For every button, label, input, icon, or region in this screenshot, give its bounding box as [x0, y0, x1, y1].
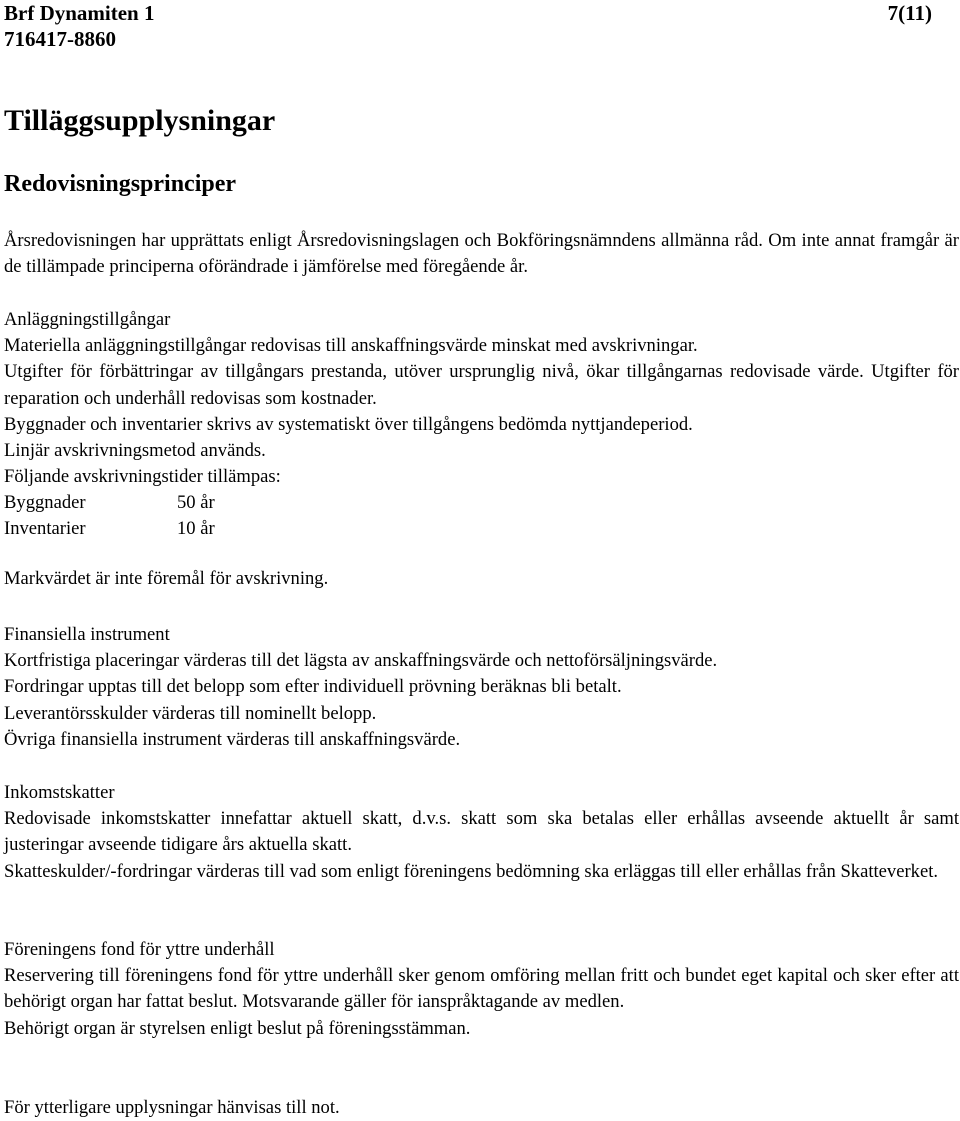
financial-line: Övriga finansiella instrument värderas till anskaffningsvärde. — [4, 728, 461, 750]
tax-line: Skatteskulder/-fordringar värderas till vad som enligt föreningens bedömning ska erläggas till eller erhållas från Skatteverket. — [4, 860, 939, 882]
assets-heading: Anläggningstillgångar — [4, 309, 171, 330]
tax-section — [4, 780, 959, 885]
depreciation-row — [4, 516, 215, 542]
fund-line: Reservering till föreningens fond för yttre underhåll sker genom omföring mellan fritt och bundet eget kapital och sker efter att behörigt organ har fattat beslut. Motsvarande gäller för ianspråktagande av medlen. — [4, 965, 959, 1013]
fund-line: Behörigt organ är styrelsen enligt beslut på föreningsstämman. — [4, 1017, 471, 1039]
footer-note-text: För ytterligare upplysningar hänvisas till not. — [4, 1097, 340, 1118]
depreciation-row — [4, 490, 215, 516]
depreciation-period: 10 år — [177, 518, 215, 540]
land-value-text: Markvärdet är inte föremål för avskrivning. — [4, 568, 329, 589]
organization-name: Brf Dynamiten 1 — [4, 1, 155, 25]
asset-name: Byggnader — [4, 492, 86, 513]
organization-number: 716417-8860 — [4, 27, 116, 51]
intro-paragraph — [4, 228, 959, 280]
asset-name: Inventarier — [4, 518, 86, 540]
depreciation-table — [4, 490, 215, 542]
assets-line: Utgifter för förbättringar av tillgångars prestanda, utöver ursprunglig nivå, ökar tillgångarnas redovisade värde. Utgifter för reparation och underhåll redovisas som kostnader. — [4, 361, 959, 409]
assets-section — [4, 307, 959, 490]
financial-line: Fordringar upptas till det belopp som efter individuell prövning beräknas bli betalt. — [4, 676, 622, 698]
financial-line: Leverantörsskulder värderas till nominellt belopp. — [4, 702, 377, 724]
financial-line: Kortfristiga placeringar värderas till det lägsta av anskaffningsvärde och nettoförsäljningsvärde. — [4, 650, 718, 672]
land-value-note — [4, 566, 959, 592]
assets-line: Byggnader och inventarier skrivs av systematiskt över tillgångens bedömda nyttjandeperiod. — [4, 413, 693, 435]
depreciation-period: 50 år — [177, 492, 215, 513]
section-title: Redovisningsprinciper — [4, 171, 237, 197]
assets-line: Materiella anläggningstillgångar redovisas till anskaffningsvärde minskat med avskrivningar. — [4, 335, 698, 357]
document-header — [4, 0, 155, 52]
financial-heading: Finansiella instrument — [4, 624, 170, 645]
page-number: 7(11) — [887, 1, 932, 25]
tax-heading: Inkomstskatter — [4, 782, 115, 803]
fund-heading: Föreningens fond för yttre underhåll — [4, 939, 275, 960]
footer-note — [4, 1095, 959, 1121]
intro-text: Årsredovisningen har upprättats enligt Årsredovisningslagen och Bokföringsnämndens allmänna råd. Om inte annat framgår är de tillämpade principerna oförändrade i jämförelse med föregående år. — [4, 230, 959, 278]
fund-section — [4, 937, 959, 1042]
assets-line: Linjär avskrivningsmetod används. — [4, 440, 266, 462]
assets-line: Följande avskrivningstider tillämpas: — [4, 466, 281, 488]
page-title: Tilläggsupplysningar — [4, 104, 276, 137]
tax-line: Redovisade inkomstskatter innefattar aktuell skatt, d.v.s. skatt som ska betalas eller erhållas avseende aktuellt år samt justeringar avseende tidigare års aktuella skatt. — [4, 808, 959, 856]
financial-section — [4, 622, 959, 753]
